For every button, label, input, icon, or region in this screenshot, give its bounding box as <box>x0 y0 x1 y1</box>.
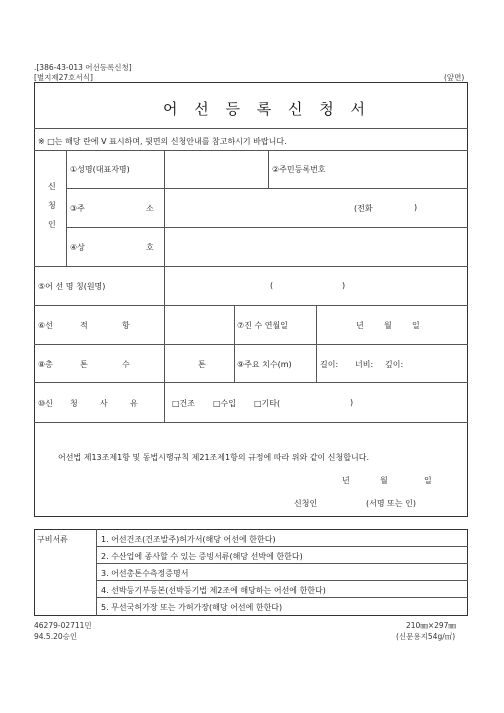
dimensions-field[interactable] <box>318 346 466 381</box>
list-item: 5. 무선국허가장 또는 가허가장(해당 어선에 한한다) <box>101 603 283 612</box>
divider <box>34 128 468 129</box>
form-approval-number: 46279-02711민 <box>34 621 92 630</box>
paper-type: (신문용지54g/㎡) <box>396 632 456 641</box>
tonnage-unit: 톤 <box>198 360 206 369</box>
form-code: .[386-43-013 어선등록신청] <box>34 63 132 72</box>
list-item: 3. 어선총톤수측정증명서 <box>101 569 189 578</box>
trade-name-label-suffix: 호 <box>146 243 154 252</box>
tonnage-label-end: 수 <box>122 360 130 369</box>
ship-name-field[interactable] <box>166 268 466 303</box>
home-port-label-mid: 적 <box>80 321 88 330</box>
form-approval-date: 94.5.20승인 <box>34 632 78 641</box>
divider <box>268 150 269 188</box>
divider <box>34 382 468 383</box>
reason-import-checkbox[interactable]: □수입 <box>213 399 237 408</box>
trade-name-label: ④상 <box>70 243 85 252</box>
form-title: 어 선 등 록 신 청 서 <box>163 100 372 118</box>
reason-label-3: 사 <box>100 399 108 408</box>
ship-name-label: ⑤어 선 명 칭(원명) <box>38 282 106 291</box>
ship-name-paren-close: ) <box>342 281 346 290</box>
trade-name-field[interactable] <box>166 229 466 264</box>
reason-other-close: ) <box>350 398 354 407</box>
divider <box>316 305 317 383</box>
dimensions-label: ⑨주요 치수(m) <box>237 360 292 369</box>
signature-note: (서명 또는 인) <box>366 499 416 508</box>
reason-label-2: 청 <box>70 399 78 408</box>
divider <box>96 597 468 598</box>
phone-label-close: ) <box>414 203 418 212</box>
depth-label: 깊이: <box>385 360 404 369</box>
launch-date-field[interactable] <box>318 307 466 342</box>
signer-label: 신청인 <box>294 499 318 508</box>
resident-number-label: ②주민등록번호 <box>272 165 326 174</box>
divider <box>96 580 468 581</box>
applicant-label-3: 인 <box>48 220 56 229</box>
page-side: (앞면) <box>444 73 465 82</box>
phone-label: (전화 <box>354 204 373 213</box>
launch-day-label: 일 <box>412 321 420 330</box>
divider <box>34 422 468 423</box>
home-port-label: ⑥선 <box>38 321 53 330</box>
launch-month-label: 월 <box>384 321 392 330</box>
divider <box>66 188 468 189</box>
launch-year-label: 년 <box>356 321 364 330</box>
divider <box>34 150 468 151</box>
home-port-field[interactable] <box>166 307 232 342</box>
divider <box>66 150 67 266</box>
divider <box>34 266 468 267</box>
breadth-label: 너비: <box>355 360 374 369</box>
address-field[interactable] <box>166 190 346 225</box>
divider <box>96 546 468 547</box>
name-label: ①성명(대표자명) <box>70 165 130 174</box>
address-label-suffix: 소 <box>146 204 154 213</box>
date-day-label: 일 <box>424 476 432 485</box>
divider <box>96 563 468 564</box>
divider <box>164 150 165 422</box>
tonnage-label: ⑧총 <box>38 360 53 369</box>
address-label: ③주 <box>70 204 85 213</box>
name-field[interactable] <box>166 152 266 186</box>
divider <box>66 227 468 228</box>
reason-build-checkbox[interactable]: □건조 <box>172 399 196 408</box>
resident-number-field[interactable] <box>350 152 465 186</box>
list-item: 4. 선박등기부등본(선박등기법 제2조에 해당하는 어선에 한한다) <box>101 586 326 595</box>
list-item: 2. 수산업에 종사할 수 있는 증빙서류(해당 선박에 한한다) <box>101 552 303 561</box>
divider <box>234 305 235 383</box>
paper-size: 210㎜×297㎜ <box>406 621 456 630</box>
list-item: 1. 어선건조(건조발주)허가서(해당 어선에 한한다) <box>101 535 276 544</box>
statement-text: 어선법 제13조제1항 및 동법시행규칙 제21조제1항의 규정에 따라 위와 같이 신청합니다. <box>58 453 369 462</box>
date-month-label: 월 <box>380 476 388 485</box>
launch-date-label: ⑦진 수 연월일 <box>237 321 288 330</box>
required-documents-label: 구비서류 <box>37 535 68 544</box>
ship-name-paren-open: ( <box>270 281 274 290</box>
reason-label-4: 유 <box>130 399 138 408</box>
date-year-label: 년 <box>342 476 350 485</box>
reason-label: ⑩신 <box>38 399 53 408</box>
divider <box>34 305 468 306</box>
instruction-note: ※ □는 해당 란에 V 표시하며, 뒷면의 신청안내를 참고하시기 바랍니다. <box>38 137 287 146</box>
divider <box>34 344 468 345</box>
applicant-label-2: 청 <box>48 201 56 210</box>
tonnage-label-mid: 톤 <box>80 360 88 369</box>
home-port-label-end: 항 <box>122 321 130 330</box>
form-number: [별지제27호서식] <box>34 73 93 82</box>
applicant-label-1: 신 <box>48 182 56 191</box>
divider <box>96 529 97 616</box>
length-label: 길이: <box>320 360 339 369</box>
reason-other-checkbox[interactable]: □기타( <box>254 399 281 408</box>
